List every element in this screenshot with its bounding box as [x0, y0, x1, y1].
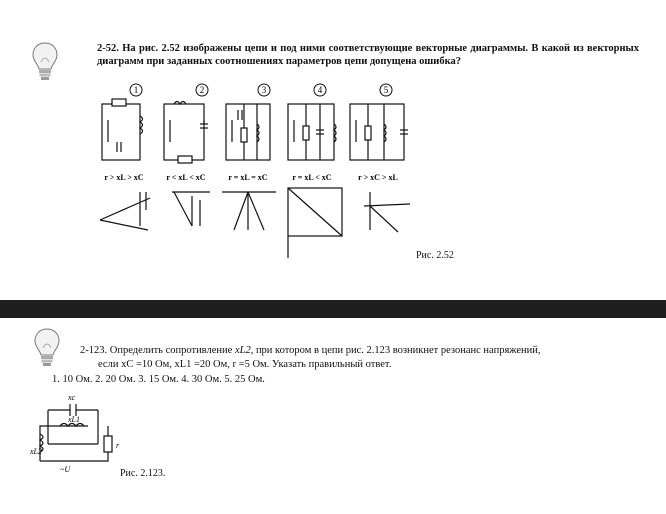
circuit-number-markers — [130, 84, 392, 96]
problem-2-123-text: 2-123. Определить сопротивление xL2, при котором в цепи рис. 2.123 возникнет резонанс напряжений, — [80, 345, 541, 356]
circuit-number-1: 1 — [133, 85, 139, 95]
problem-statement: На рис. 2.52 изображены цепи и под ними соответствующие векторные диаграммы. В какой из векторных диаграмм при заданных соотношениях параметров цепи допущена ошибка? — [97, 43, 640, 67]
problem-2-123-line2: если xC =10 Ом, xL1 =20 Ом, r =5 Ом. Указать правильный ответ. — [98, 359, 392, 370]
vector-diagram-5 — [364, 192, 410, 232]
figure-2-52 — [92, 80, 422, 270]
answer-options: 1. 10 Ом. 2. 20 Ом. 3. 15 Ом. 4. 30 Ом. 5. 25 Ом. — [52, 374, 265, 385]
circuit-number-4: 4 — [317, 85, 323, 95]
condition-5: r > xC > xL — [358, 173, 398, 182]
page-divider — [0, 300, 666, 318]
circuit-number-3: 3 — [261, 85, 267, 95]
condition-4: r = xL < xC — [292, 173, 332, 182]
label-xc: xc — [68, 393, 76, 402]
label-xl2: xL2 — [30, 447, 42, 456]
lightbulb-icon — [30, 40, 60, 84]
circuit-5 — [350, 104, 408, 160]
label-xl1: xL1 — [68, 415, 80, 424]
problem-number: 2-52. — [97, 43, 119, 54]
circuit-1 — [102, 99, 143, 160]
vector-diagram-2 — [172, 192, 210, 226]
conditions-row — [104, 173, 397, 182]
condition-3: r = xL = xC — [228, 173, 268, 182]
circuit-3 — [226, 104, 270, 160]
vector-diagram-1 — [100, 192, 150, 230]
problem-number: 2-123. — [80, 345, 108, 356]
figure-2-123 — [30, 386, 140, 476]
problem-2-52-text — [97, 42, 639, 68]
vector-diagram-4 — [288, 188, 342, 258]
label-source: ~U — [60, 465, 71, 474]
figure-2-123-caption: Рис. 2.123. — [120, 468, 166, 479]
circuit-number-5: 5 — [383, 85, 389, 95]
circuit-2 — [164, 102, 208, 164]
var-xl2: xL2 — [234, 345, 251, 356]
circuit-number-2: 2 — [199, 85, 205, 95]
lightbulb-icon — [32, 326, 62, 370]
figure-2-52-caption: Рис. 2.52 — [416, 250, 454, 261]
condition-1: r > xL > xC — [104, 173, 144, 182]
label-r: r — [116, 441, 120, 450]
problem-2-123-panel — [0, 318, 666, 514]
circuit-4 — [288, 104, 336, 160]
condition-2: r < xL < xC — [166, 173, 206, 182]
vector-diagram-3 — [222, 192, 276, 230]
